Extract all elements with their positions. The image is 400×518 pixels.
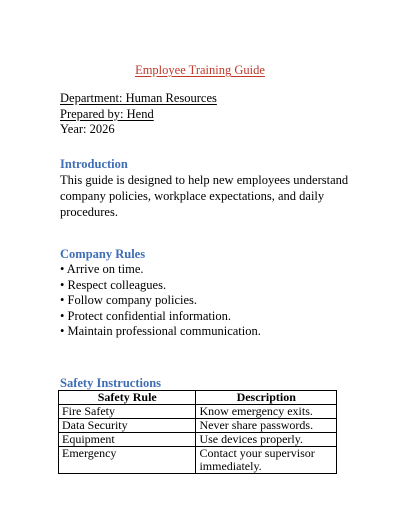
safety-table xyxy=(58,390,337,474)
table-cell: Use devices properly. xyxy=(196,433,337,447)
table-row xyxy=(59,419,337,433)
company-rules-list xyxy=(60,262,261,340)
year-line: Year: 2026 xyxy=(60,122,115,136)
introduction-heading: Introduction xyxy=(60,157,128,171)
document-title: Employee Training Guide xyxy=(135,63,265,77)
table-row xyxy=(59,433,337,447)
department-line: Department: Human Resources xyxy=(60,91,217,105)
table-cell: Never share passwords. xyxy=(196,419,337,433)
list-item: • Follow company policies. xyxy=(60,293,197,307)
list-item: • Protect confidential information. xyxy=(60,308,231,323)
table-cell: Fire Safety xyxy=(59,405,196,419)
safety-instructions-heading: Safety Instructions xyxy=(60,376,162,390)
column-header-safety-rule: Safety Rule xyxy=(59,391,196,405)
prepared-by-line: Prepared by: Hend xyxy=(60,106,154,121)
table-cell: Data Security xyxy=(59,419,196,433)
table-header-row xyxy=(59,391,337,405)
table-cell: Emergency xyxy=(59,447,196,474)
table-cell: Contact your supervisor immediately. xyxy=(196,447,337,474)
introduction-text: This guide is designed to help new employees understand company policies, workplace expectations, and daily procedures. xyxy=(60,173,349,219)
list-item: • Arrive on time. xyxy=(60,262,144,276)
table-row xyxy=(59,447,337,474)
document-meta xyxy=(60,91,217,138)
company-rules-heading: Company Rules xyxy=(60,247,146,261)
table-cell: Know emergency exits. xyxy=(196,405,337,419)
list-item: • Respect colleagues. xyxy=(60,277,167,292)
table-cell: Equipment xyxy=(59,433,196,447)
list-item: • Maintain professional communication. xyxy=(60,324,261,338)
column-header-description: Description xyxy=(196,391,337,405)
table-row xyxy=(59,405,337,419)
